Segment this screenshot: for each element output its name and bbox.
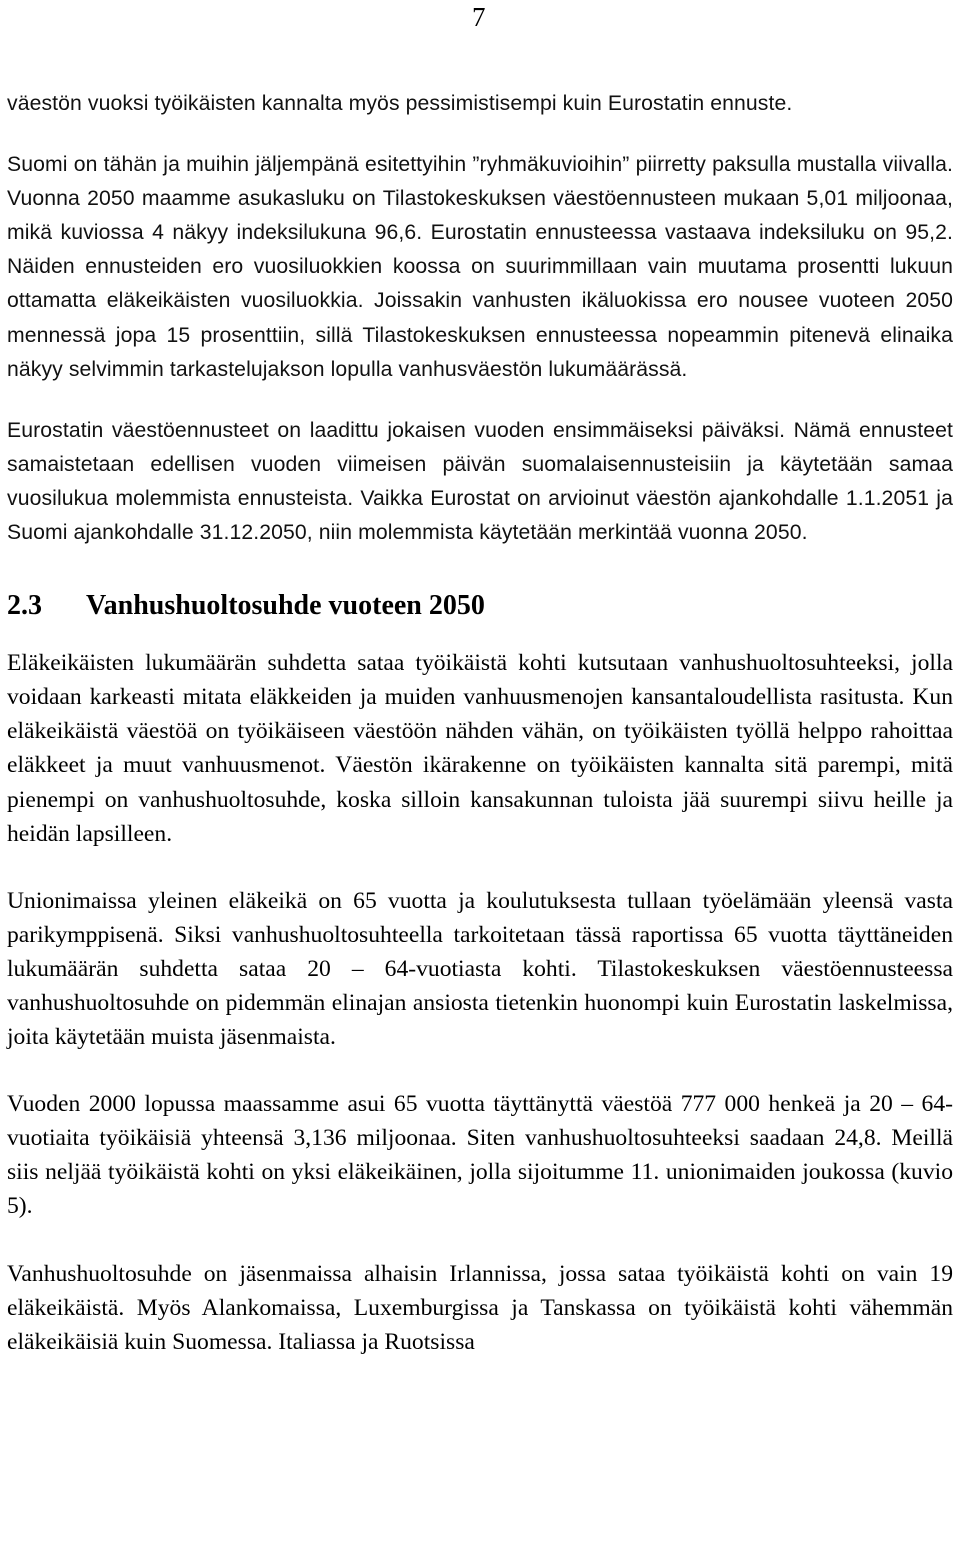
paragraph-retirement-age: Unionimaissa yleinen eläkeikä on 65 vuotta ja koulutuksesta tullaan työelämään yleensä vasta parikymppisenä. Siksi vanhushuoltosuhteella tarkoitetaan tässä raportissa 65 vuotta täyttäneiden lukumäärän suhdetta sataa 20 – 64-vuotiasta kohti. Tilastokeskuksen väestöennusteessa vanhushuoltosuhde on pidemmän elinajan ansiosta tietenkin huonompi kuin Eurostatin laskelmissa, joita käytetään muista jäsenmaista. [7,887,953,1051]
section-heading [7,588,953,624]
paragraph-member-states: Vanhushuoltosuhde on jäsenmaissa alhaisin Irlannissa, jossa sataa työikäistä kohti on vain 19 eläkeikäistä. Myös Alankomaissa, Luxemburgissa ja Tanskassa on työikäistä kohti vähemmän eläkeikäisiä kuin Suomessa. Italiassa ja Ruotsissa [7,1260,953,1355]
page-number: 7 [472,2,486,32]
section-title: Vanhushuoltosuhde vuoteen 2050 [86,590,485,622]
paragraph-dependency-definition: Eläkeikäisten lukumäärän suhdetta sataa työikäistä kohti kutsutaan vanhushuoltosuhteeksi, jolla voidaan karkeasti mitata eläkkeiden ja muiden vanhuusmenojen kansantaloudellista rasitusta. Kun eläkeikäistä väestöä on työikäiseen väestöön nähden vähän, on työikäisten työllä helppo rahoittaa eläkkeet ja muut vanhuusmenot. Väestön ikärakenne on työikäisten kannalta sitä parempi, mitä pienempi on vanhushuoltosuhde, koska silloin kansakunnan tuloista jää suurempi siivu heille ja heidän lapsilleen. [7,650,953,847]
paragraph-population-comparison: Suomi on tähän ja muihin jäljempänä esitettyihin ”ryhmäkuvioihin” piirretty paksulla mustalla viivalla. Vuonna 2050 maamme asukasluku on Tilastokeskuksen väestöennusteen mukaan 5,01 miljoonaa, mikä kuviossa 4 näkyy indeksilukuna 96,6. Eurostatin ennusteessa vastaava indeksiluku on 95,2. Näiden ennusteiden ero vuosiluokkien koossa on suurimmillaan vain muutama prosentti lukuun ottamatta eläkeikäisten vuosiluokkia. Joissakin vanhusten ikäluokissa ero nousee vuoteen 2050 mennessä jopa 15 prosenttiin, sillä Tilastokeskuksen ennusteessa nopeammin pitenevä elinaika näkyy selvimmin tarkastelujakson lopulla vanhusväestön lukumäärässä. [7,153,953,381]
paragraph-projection-dates: Eurostatin väestöennusteet on laadittu jokaisen vuoden ensimmäiseksi päiväksi. Nämä ennusteet samaistetaan edellisen vuoden viimeisen päivän suomalaisennusteisiin ja käytetään samaa vuosilukua molemmista ennusteista. Vaikka Eurostat on arvioinut väestön ajankohdalle 1.1.2051 ja Suomi ajankohdalle 31.12.2050, niin molemmista käytetään merkintää vuonna 2050. [7,418,953,545]
paragraph-continuation: väestön vuoksi työikäisten kannalta myös pessimistisempi kuin Eurostatin ennuste. [7,92,793,115]
paragraph-year-2000-figures: Vuoden 2000 lopussa maassamme asui 65 vuotta täyttänyttä väestöä 777 000 henkeä ja 20 – 64-vuotiaita työikäisiä yhteensä 3,136 miljoonaa. Siten vanhushuoltosuhteeksi saadaan 24,8. Meillä siis neljää työikäistä kohti on yksi eläkeikäinen, jolla sijoitumme 11. unionimaiden joukossa (kuvio 5). [7,1091,953,1220]
section-number: 2.3 [7,590,42,622]
document-body [7,87,953,1359]
